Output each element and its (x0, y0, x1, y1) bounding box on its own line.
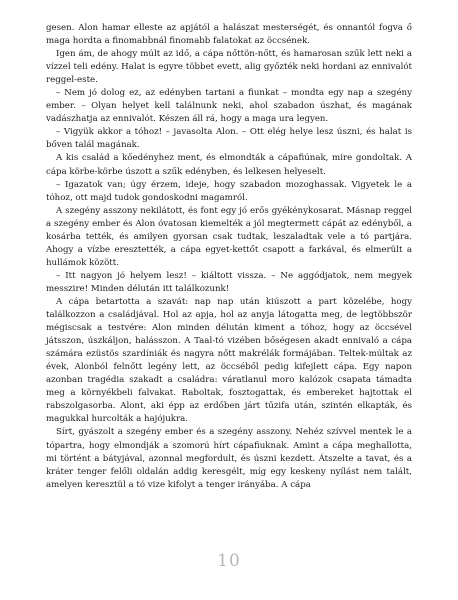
paragraph-7: A szegény asszony nekilátott, és font egy jó erős gyékénykosarat. Másnap reggel a szegény ember és Alon óvatosan kiemelték a jól megtermett cápát az edényből, a kosárba tették, és amilyen gyorsan csak tudtak, leszaladtak vele a tó partjára. Ahogy a vízbe eresztették, a cápa egyet-kettőt csapott a farkával, és elmerült a hullámok között. (46, 205, 412, 268)
paragraph-5: A kis család a kőedényhez ment, és elmondták a cápafiúnak, mire gondoltak. A cápa körbe-körbe úszott a szűk edényben, és lelkesen helyeselt. (46, 153, 412, 177)
paragraph-10: Sírt, gyászolt a szegény ember és a szegény asszony. Nehéz szívvel mentek le a tópartra, hogy elmondják a szomorú hírt cápafiuknak. Amint a cápa meghallotta, mi történt a bátyjával, azonnal megfordult, és úszni kezdett. Átszelte a tavat, és a kráter tenger felőli oldalán addig keresgélt, míg egy keskeny nyílást nem talált, amelyen keresztül a tó vize kifolyt a tenger irányába. A cápa (46, 427, 412, 490)
page-number: 10 (217, 551, 241, 571)
paragraph-8: – Itt nagyon jó helyem lesz! – kiáltott vissza. – Ne aggódjatok, nem megyek messzire! Minden délután itt találkozunk! (46, 270, 412, 294)
paragraph-3: – Nem jó dolog ez, az edényben tartani a fiunkat – mondta egy nap a szegény ember. – Olyan helyet kell találnunk neki, ahol szabadon úszhat, és magának vadászhatja az ennivalót. Készen áll rá, hogy a maga ura legyen. (46, 88, 412, 125)
paragraph-1: gesen. Alon hamar elleste az apjától a halászat mesterségét, és onnantól fogva ő maga hordta a finomabbnál finomabb falatokat az öccsének. (46, 23, 412, 47)
book-page-body (46, 22, 412, 492)
paragraph-6: – Igazatok van; úgy érzem, ideje, hogy szabadon mozoghassak. Vigyetek le a tóhoz, ott majd tudok gondoskodni magamról. (46, 179, 412, 203)
paragraph-2: Igen ám, de ahogy múlt az idő, a cápa nőttön-nőtt, és hamarosan szűk lett neki a vízzel teli edény. Halat is egyre többet evett, alig győzték neki hordani az ennivalót reggel-este. (46, 49, 412, 86)
paragraph-9: A cápa betartotta a szavát: nap nap után kiúszott a part közelébe, hogy találkozzon a családjával. Hol az apja, hol az anyja látogatta meg, de legtöbbször mégiscsak a testvére: Alon minden délután kiment a tóhoz, hogy az öccsével játsszon, úszkáljon, halásszon. A Taal-tó vizében bőségesen akadt ennivaló a cápa számára ezüstös szardíniák és nagyra nőtt makrélák formájában. Teltek-múltak az évek, Alonból felnőtt legény lett, az öccséből pedig kifejlett cápa. Egy napon azonban tragédia szakadt a családra: váratlanul moro kalózok csapata támadta meg a környékbeli falvakat. Raboltak, fosztogattak, és embereket hajtottak el rabszolgasorba. Alont, aki épp az erdőben járt tűzifa után, szintén elkapták, és magukkal hurcolták a hajójukra. (46, 296, 412, 425)
paragraph-4: – Vigyük akkor a tóhoz! – javasolta Alon. – Ott elég helye lesz úszni, és halat is bőven talál magának. (46, 127, 412, 151)
